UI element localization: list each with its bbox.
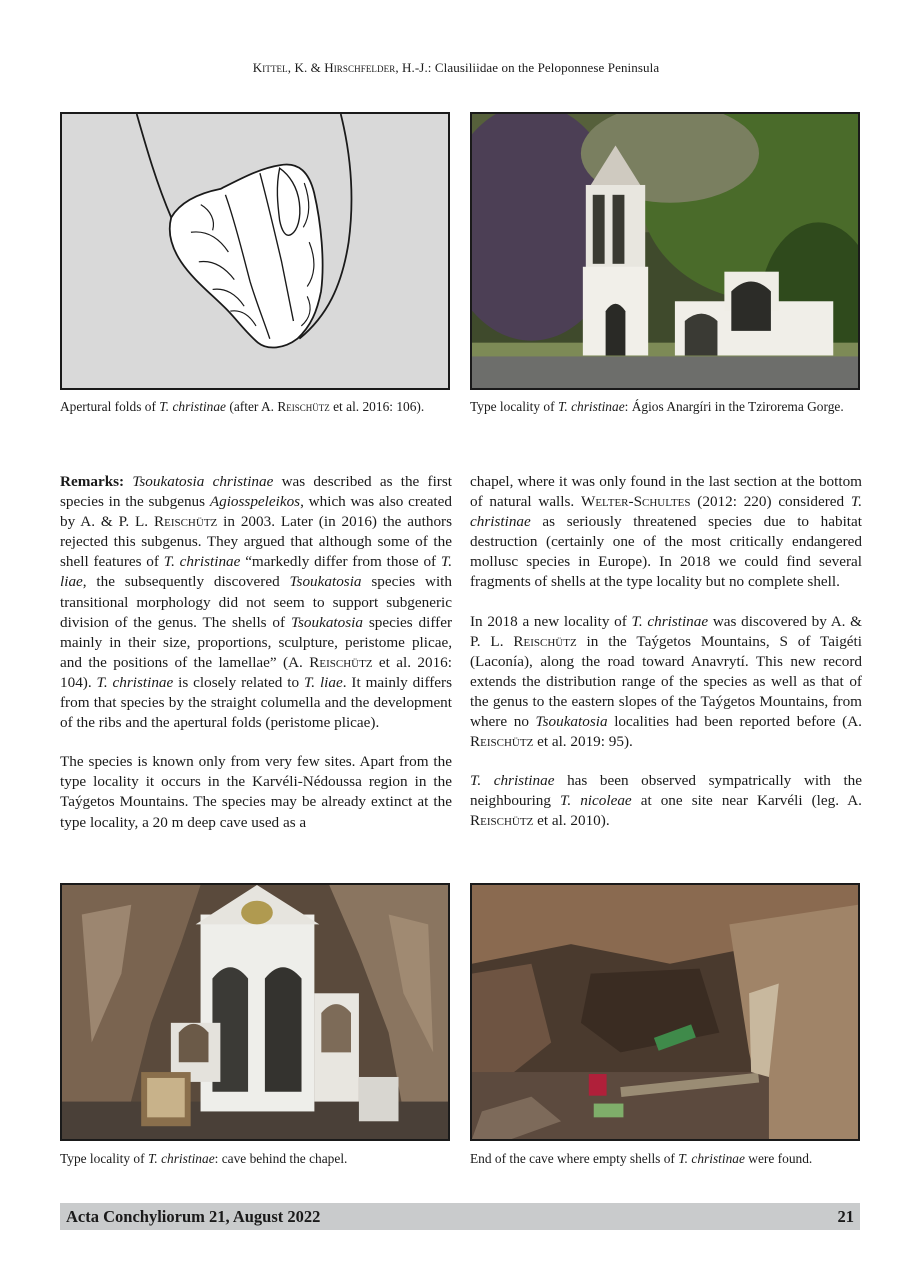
photo-cave-behind-chapel (60, 883, 450, 1141)
paragraph-distribution: The species is known only from very few sites. Apart from the type locality it occurs in the Karvéli-Nédoussa region in the Taýgetos Mountains. The species may be already extinct at the type locality, a 20 m deep cave used as a (60, 753, 452, 831)
figure-caption-3: Type locality of T. christinae: cave behind the chapel. (60, 1151, 348, 1166)
figure-caption-4: End of the cave where empty shells of T. christinae were found. (470, 1151, 813, 1166)
figure-apertural-folds-drawing (60, 112, 450, 390)
page-number: 21 (837, 1206, 854, 1226)
header-author-1: Kittel (252, 60, 288, 75)
paragraph-remarks: Remarks: Tsoukatosia christinae was described as the first species in the subgenus Agiosspeleikos, which was also created by A. & P. L. Reischütz in 2003. Later (in 2016) the authors rejected this subgenus. They argued that although some of the shell features of T. christinae “markedly differ from those of T. liae, the subsequently discovered Tsoukatosia species with transitional morphology did not seem to support subgeneric division of the genus. The shells of Tsoukatosia species differ mainly in their size, proportions, sculpture, peristome plicae, and the positions of the lamellae” (A. Reischütz et al. 2016: 104). T. christinae is closely related to T. liae. It mainly differs from that species by the straight columella and the development of the ribs and the apertural folds (peristome plicae). (60, 473, 453, 732)
photo-chapel-type-locality (470, 112, 860, 390)
running-header: Kittel, K. & Hirschfelder, H.-J.: Clausiliidae on the Peloponnese Peninsula (252, 60, 660, 75)
page-footer (60, 1203, 860, 1230)
paragraph-sympatric: T. christinae has been observed sympatrically with the neighbouring T. nicoleae at one site near Karvéli (leg. A. Reischütz et al. 2010). (470, 772, 863, 830)
cave-chapel-photo-illustration (62, 885, 448, 1139)
figure-caption-1: Apertural folds of T. christinae (after A. Reischütz et al. 2016: 106). (60, 399, 425, 414)
paragraph-new-locality: In 2018 a new locality of T. christinae was discovered by A. & P. L. Reischütz in the Taýgetos Mountains, S of Taigéti (Laconía), along the road toward Anavrytí. This new record extends the distribution range of the species as well as that of the genus to the eastern slopes of the Taýgetos Mountains, from where no Tsoukatosia localities had been reported before (A. Reischütz et al. 2019: 95). (470, 612, 862, 751)
shell-drawing (62, 114, 448, 388)
photo-end-of-cave (470, 883, 860, 1141)
figure-caption-2: Type locality of T. christinae: Ágios Anargíri in the Tzirorema Gorge. (470, 399, 844, 414)
text-column-left (60, 472, 452, 852)
paragraph-chapel: chapel, where it was only found in the last section at the bottom of natural walls. Welter-Schultes (2012: 220) considered T. christinae as seriously threatened species due to habitat destruction (certainly one of the most critically endangered mollusc species in Europe). In 2018 we could find several fragments of shells at the type locality but no complete shell. (470, 473, 862, 591)
header-author-2: Hirschfelder (324, 60, 396, 75)
journal-issue: Acta Conchyliorum 21, August 2022 (66, 1206, 321, 1226)
chapel-photo-illustration (472, 114, 858, 388)
cave-end-photo-illustration (472, 885, 858, 1139)
text-column-right (470, 472, 862, 851)
